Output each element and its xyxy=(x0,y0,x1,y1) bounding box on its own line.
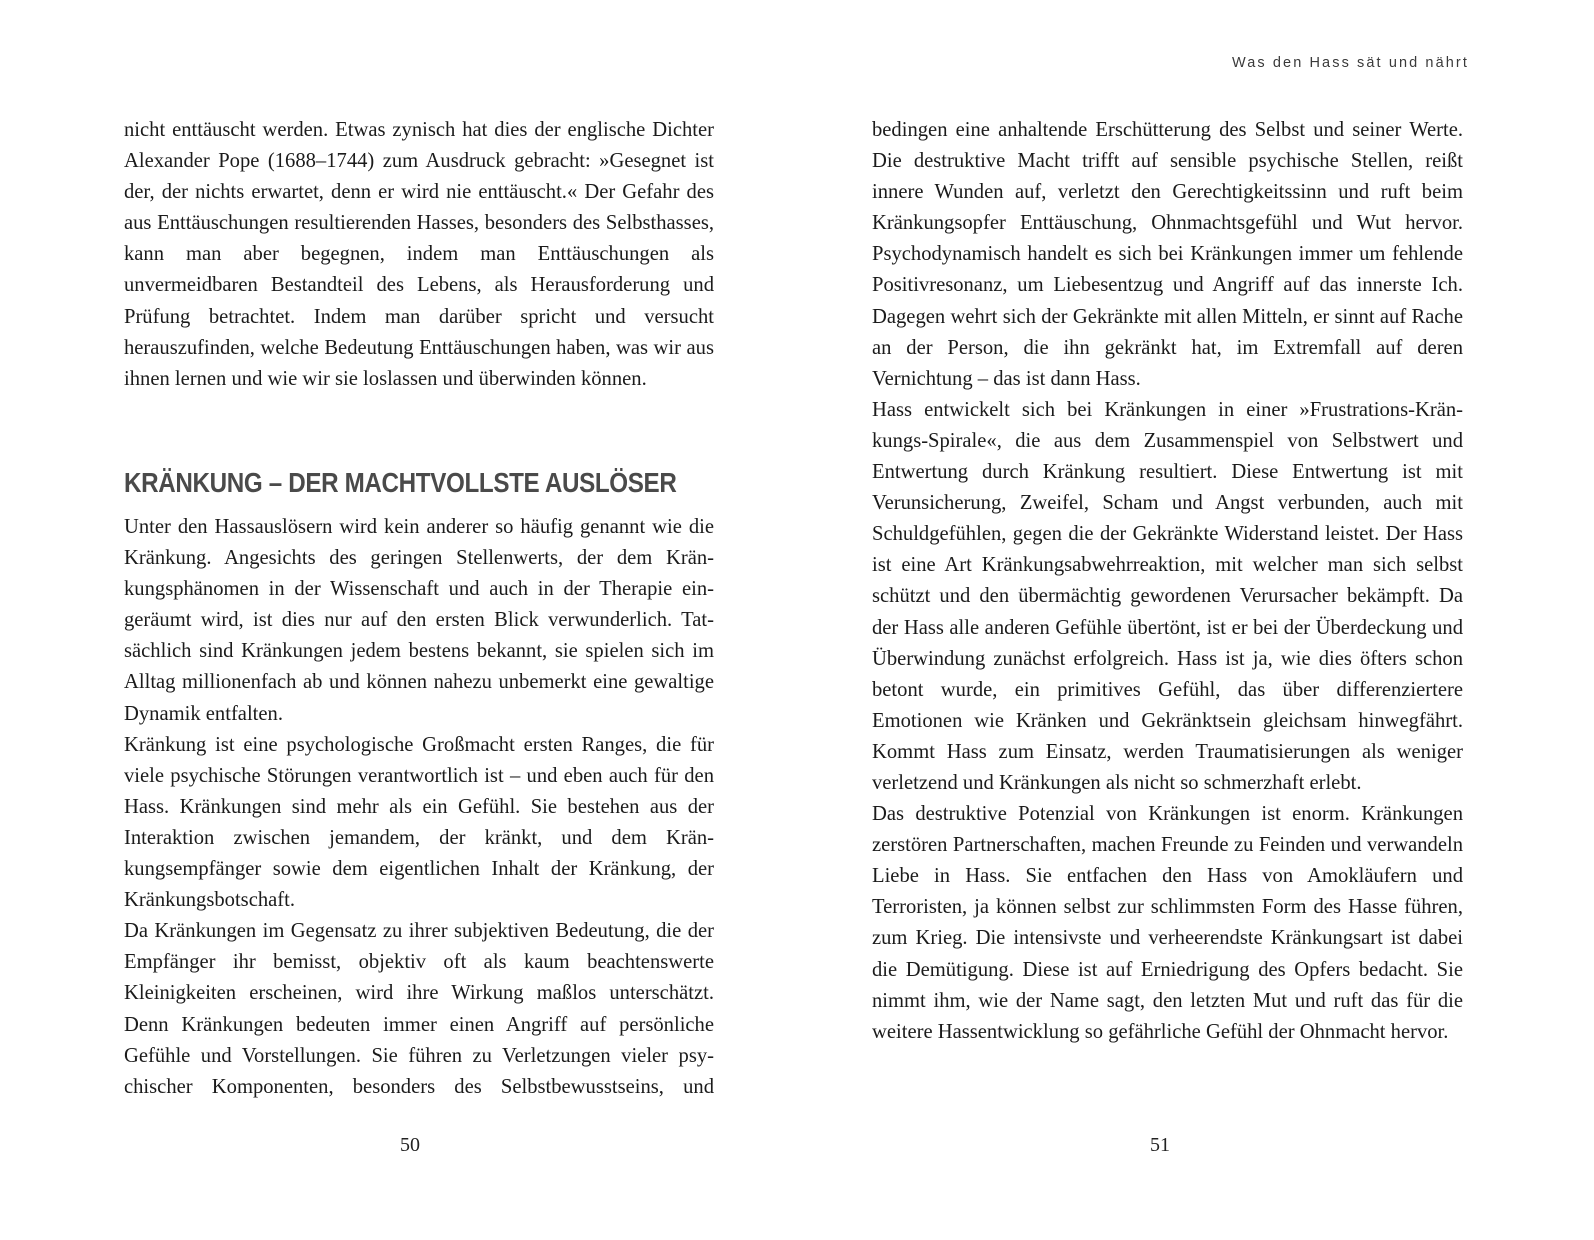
section-heading: KRÄNKUNG – DER MACHTVOLLSTE AUSLÖSER xyxy=(124,467,677,498)
paragraph: nicht enttäuscht werden. Etwas zynisch hat dies der englische Dichter Alexander Pope (1688–1744) zum Ausdruck gebracht: »Gesegnet ist der, der nichts erwartet, denn er wird nie enttäuscht.« Der Gefahr des aus Enttäuschungen resultierenden Hasses, besonders des Selbsthasses, kann man aber begegnen, indem man Enttäuschungen als unvermeidbaren Bestandteil des Lebens, als Herausforderung und Prüfung betrachtet. Indem man darüber spricht und versucht herauszufinden, welche Bedeutung Enttäuschungen haben, was wir aus ihnen lernen und wie wir sie loslassen und überwinden können. xyxy=(124,119,714,390)
paragraph: bedingen eine anhaltende Erschütterung des Selbst und seiner Werte. Die destruktive Macht trifft auf sensible psychische Stellen, reißt innere Wunden auf, verletzt den Gerechtigkeitssinn und ruft beim Kränkungsopfer Enttäuschung, Ohnmachtsgefühl und Wut hervor. Psychodynamisch handelt es sich bei Kränkungen immer um fehlende Positivresonanz, um Liebesentzug und Angriff auf das innerste Ich. Dagegen wehrt sich der Gekränkte mit allen Mitteln, er sinnt auf Rache an der Person, die ihn gekränkt hat, im Extremfall auf deren Vernichtung – das ist dann Hass. xyxy=(872,119,1463,390)
right-page xyxy=(797,0,1594,1240)
paragraph: Da Kränkungen im Gegensatz zu ihrer subjektiven Bedeutung, die der Empfänger ihr bemisst, objektiv oft als kaum beachtenswerte Kleinigkeiten erscheinen, wird ihre Wirkung maßlos unterschätzt. Denn Kränkungen bedeuten immer einen Angriff auf persönliche Gefühle und Vorstellungen. Sie führen zu Verletzungen vieler psychischer Komponenten, besonders des Selbstbewusstseins, und xyxy=(124,920,714,1098)
paragraph: Hass entwickelt sich bei Kränkungen in einer »Frustrations-Kränkungs-Spirale«, die aus dem Zusammenspiel von Selbstwert und Entwertung durch Kränkung resultiert. Diese Entwertung ist mit Verunsicherung, Zweifel, Scham und Angst verbunden, auch mit Schuldgefühlen, gegen die der Gekränkte Widerstand leistet. Der Hass ist eine Art Kränkungsabwehrreaktion, mit welcher man sich selbst schützt und den übermächtig gewordenen Verursacher bekämpft. Da der Hass alle anderen Gefühle übertönt, ist er bei der Überdeckung und Überwindung zunächst erfolgreich. Hass ist ja, wie dies öfters schon betont wurde, ein primitives Gefühl, das über differenziertere Emotionen wie Kränken und Gekränktsein gleichsam hinwegfährt. Kommt Hass zum Einsatz, werden Traumatisierungen als weniger verletzend und Kränkungen als nicht so schmerzhaft erlebt. xyxy=(872,398,1463,794)
paragraph: Unter den Hassauslösern wird kein anderer so häufig genannt wie die Kränkung. Angesichts des geringen Stellenwerts, der dem Kränkungsphänomen in der Wissenschaft und auch in der Therapie eingeräumt wird, ist dies nur auf den ersten Blick verwunderlich. Tatsächlich sind Kränkungen jedem bestens bekannt, sie spielen sich im Alltag millionenfach ab und können nahezu unbemerkt eine gewaltige Dynamik entfalten. xyxy=(124,516,714,725)
left-opening-text xyxy=(124,115,714,395)
running-head: Was den Hass sät und nährt xyxy=(1231,55,1469,71)
left-section-text xyxy=(124,512,714,1103)
page-number-right: 51 xyxy=(1150,1134,1170,1156)
page-number-left: 50 xyxy=(400,1134,420,1156)
paragraph: Kränkung ist eine psychologische Großmacht ersten Ranges, die für viele psychische Störungen verantwortlich ist – und eben auch für den Hass. Kränkungen sind mehr als ein Gefühl. Sie bestehen aus der Interaktion zwischen jemandem, der kränkt, und dem Kränkungsempfänger sowie dem eigentlichen Inhalt der Kränkung, der Kränkungsbotschaft. xyxy=(124,733,714,912)
right-body-text xyxy=(872,115,1463,1048)
paragraph: Das destruktive Potenzial von Kränkungen ist enorm. Kränkungen zerstören Partnerschaften, machen Freunde zu Feinden und verwandeln Liebe in Hass. Sie entfachen den Hass von Amokläufern und Terroristen, ja können selbst zur schlimmsten Form des Hasse führen, zum Krieg. Die intensivste und verheerendste Kränkungsart ist dabei die Demütigung. Diese ist auf Erniedrigung des Opfers bedacht. Sie nimmt ihm, wie der Name sagt, den letzten Mut und ruft das für die weitere Hassentwicklung so gefährliche Gefühl der Ohnmacht hervor. xyxy=(872,803,1463,1043)
